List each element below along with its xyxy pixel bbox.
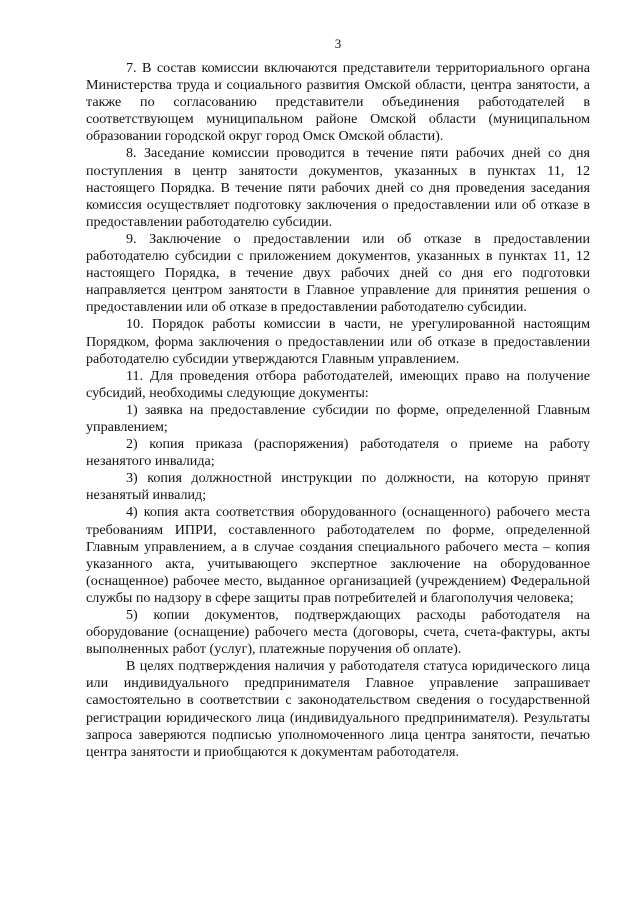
paragraph-8: 8. Заседание комиссии проводится в течение пяти рабочих дней со дня поступления в центр занятости документов, указанных в пунктах 11, 12 настоящего Порядка. В течение пяти рабочих дней со дня проведения заседания комиссия осуществляет подготовку заключения о предоставлении или об отказе в предоставлении работодателю субсидии. <box>86 145 590 230</box>
list-item-1: 1) заявка на предоставление субсидии по форме, определенной Главным управлением; <box>86 401 590 435</box>
paragraph-11: 11. Для проведения отбора работодателей, имеющих право на получение субсидий, необходимы следующие документы: <box>86 367 590 401</box>
page-number: 3 <box>334 36 342 51</box>
paragraph-9: 9. Заключение о предоставлении или об отказе в предоставлении работодателю субсидии с приложением документов, указанных в пунктах 11, 12 настоящего Порядка, в течение двух рабочих дней со дня его подготовки направляется центром занятости в Главное управление для принятия решения о предоставлении или об отказе в предоставлении работодателю субсидии. <box>86 230 590 316</box>
list-item-3: 3) копия должностной инструкции по должности, на которую принят незанятый инвалид; <box>86 470 590 504</box>
list-item-4: 4) копия акта соответствия оборудованного (оснащенного) рабочего места требованиям ИПРИ, составленного работодателем по форме, определенной Главным управлением, а в случае создания специального рабочего места – копия указанного акта, учитывающего экспертное заключение на оборудованное (оснащенное) рабочее место, выданное организацией (учреждением) Федеральной службы по надзору в сфере защиты прав потребителей и благополучия человека; <box>86 504 590 606</box>
list-item-2: 2) копия приказа (распоряжения) работодателя о приеме на работу незанятого инвалида; <box>86 436 590 470</box>
paragraph-registration: В целях подтверждения наличия у работодателя статуса юридического лица или индивидуального предпринимателя Главное управление запрашивает самостоятельно в соответствии с законодательством сведения о государственной регистрации юридического лица (индивидуального предпринимателя). Результаты запроса заверяются подписью уполномоченного лица центра занятости, печатью центра занятости и приобщаются к документам работодателя. <box>86 658 590 760</box>
list-item-5: 5) копии документов, подтверждающих расходы работодателя на оборудование (оснащение) рабочего места (договоры, счета, счета-фактуры, акты выполненных работ (услуг), платежные поручения об оплате). <box>86 607 590 658</box>
paragraph-10: 10. Порядок работы комиссии в части, не урегулированной настоящим Порядком, форма заключения о предоставлении или об отказе в предоставлении работодателю субсидии утверждаются Главным управлением. <box>86 316 590 367</box>
paragraph-7: 7. В состав комиссии включаются представители территориального органа Министерства труда и социального развития Омской области, центра занятости, а также по согласованию представители объединения работодателей в соответствующем муниципальном районе Омской области (муниципальном образовании городской округ город Омск Омской области). <box>86 60 590 145</box>
